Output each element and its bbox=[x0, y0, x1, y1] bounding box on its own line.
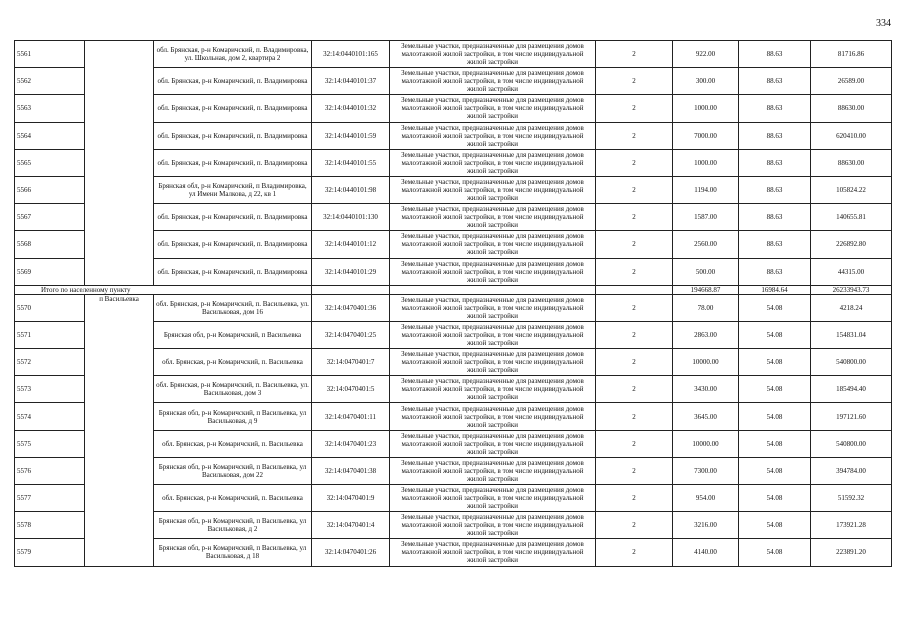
row-cadastral-number: 32:14:0440101:37 bbox=[312, 68, 390, 95]
row-number: 5570 bbox=[15, 294, 85, 321]
row-rate: 88.63 bbox=[739, 68, 811, 95]
row-number: 5574 bbox=[15, 403, 85, 430]
row-category: 2 bbox=[596, 349, 673, 376]
row-area: 500.00 bbox=[673, 258, 739, 285]
row-address: обл. Брянская, р-н Комаричский, п. Владимировка bbox=[154, 149, 312, 176]
row-land-use: Земельные участки, предназначенные для размещения домов малоэтажной жилой застройки, в том числе индивидуальной жилой застройки bbox=[390, 321, 596, 348]
row-cadastral-number: 32:14:0470401:38 bbox=[312, 457, 390, 484]
row-land-use: Земельные участки, предназначенные для размещения домов малоэтажной жилой застройки, в том числе индивидуальной жилой застройки bbox=[390, 95, 596, 122]
row-area: 1587.00 bbox=[673, 204, 739, 231]
row-cadastral-value: 44315.00 bbox=[811, 258, 892, 285]
row-address: Брянская обл, р-н Комаричский, п Васильевка bbox=[154, 321, 312, 348]
row-land-use: Земельные участки, предназначенные для размещения домов малоэтажной жилой застройки, в том числе индивидуальной жилой застройки bbox=[390, 294, 596, 321]
row-address: Брянская обл, р-н Комаричский, п Васильевка, ул Васильковая, дом 22 bbox=[154, 457, 312, 484]
row-land-use: Земельные участки, предназначенные для размещения домов малоэтажной жилой застройки, в том числе индивидуальной жилой застройки bbox=[390, 41, 596, 68]
row-cadastral-value: 154831.04 bbox=[811, 321, 892, 348]
total-empty-cell bbox=[312, 285, 390, 294]
row-cadastral-number: 32:14:0470401:26 bbox=[312, 539, 390, 566]
row-area: 3645.00 bbox=[673, 403, 739, 430]
row-area: 1000.00 bbox=[673, 149, 739, 176]
row-area: 4140.00 bbox=[673, 539, 739, 566]
row-category: 2 bbox=[596, 149, 673, 176]
row-number: 5577 bbox=[15, 485, 85, 512]
row-rate: 54.08 bbox=[739, 539, 811, 566]
row-land-use: Земельные участки, предназначенные для размещения домов малоэтажной жилой застройки, в том числе индивидуальной жилой застройки bbox=[390, 149, 596, 176]
row-rate: 54.08 bbox=[739, 403, 811, 430]
total-label: Итого по населенному пункту bbox=[15, 285, 312, 294]
row-area: 2560.00 bbox=[673, 231, 739, 258]
row-cadastral-value: 173921.28 bbox=[811, 512, 892, 539]
row-cadastral-number: 32:14:0470401:9 bbox=[312, 485, 390, 512]
row-cadastral-number: 32:14:0440101:55 bbox=[312, 149, 390, 176]
row-category: 2 bbox=[596, 512, 673, 539]
row-address: Брянская обл, р-н Комаричский, п Васильевка, ул Васильковая, д 9 bbox=[154, 403, 312, 430]
row-number: 5567 bbox=[15, 204, 85, 231]
row-address: Брянская обл, р-н Комаричский, п Васильевка, ул Васильковая, д 18 bbox=[154, 539, 312, 566]
settlement-vasilevka-rows bbox=[15, 294, 892, 566]
row-rate: 54.08 bbox=[739, 457, 811, 484]
row-number: 5562 bbox=[15, 68, 85, 95]
settlement-total-block bbox=[15, 285, 892, 294]
row-rate: 54.08 bbox=[739, 376, 811, 403]
row-cadastral-value: 140655.81 bbox=[811, 204, 892, 231]
row-number: 5578 bbox=[15, 512, 85, 539]
row-rate: 88.63 bbox=[739, 258, 811, 285]
row-address: обл. Брянская, р-н Комаричский, п. Васильевка, ул. Васильковая, дом 16 bbox=[154, 294, 312, 321]
row-cadastral-number: 32:14:0470401:7 bbox=[312, 349, 390, 376]
row-number: 5571 bbox=[15, 321, 85, 348]
row-address: обл. Брянская, р-н Комаричский, п. Васильевка, ул. Васильковая, дом 3 bbox=[154, 376, 312, 403]
row-cadastral-number: 32:14:0470401:25 bbox=[312, 321, 390, 348]
row-land-use: Земельные участки, предназначенные для размещения домов малоэтажной жилой застройки, в том числе индивидуальной жилой застройки bbox=[390, 204, 596, 231]
row-address: обл. Брянская, р-н Комаричский, п. Владимировка bbox=[154, 231, 312, 258]
row-category: 2 bbox=[596, 258, 673, 285]
row-category: 2 bbox=[596, 68, 673, 95]
row-category: 2 bbox=[596, 457, 673, 484]
row-category: 2 bbox=[596, 204, 673, 231]
row-category: 2 bbox=[596, 485, 673, 512]
total-empty-cell bbox=[390, 285, 596, 294]
table-row bbox=[15, 41, 892, 68]
row-number: 5579 bbox=[15, 539, 85, 566]
row-category: 2 bbox=[596, 376, 673, 403]
row-cadastral-value: 4218.24 bbox=[811, 294, 892, 321]
row-area: 922.00 bbox=[673, 41, 739, 68]
row-cadastral-value: 26589.00 bbox=[811, 68, 892, 95]
row-area: 954.00 bbox=[673, 485, 739, 512]
row-address: обл. Брянская, р-н Комаричский, п. Васильевка bbox=[154, 430, 312, 457]
row-rate: 88.63 bbox=[739, 231, 811, 258]
row-cadastral-value: 540800.00 bbox=[811, 430, 892, 457]
row-cadastral-number: 32:14:0440101:165 bbox=[312, 41, 390, 68]
row-cadastral-number: 32:14:0470401:5 bbox=[312, 376, 390, 403]
row-cadastral-value: 394784.00 bbox=[811, 457, 892, 484]
row-address: обл. Брянская, р-н Комаричский, п. Владимировка bbox=[154, 122, 312, 149]
row-category: 2 bbox=[596, 430, 673, 457]
row-area: 300.00 bbox=[673, 68, 739, 95]
row-cadastral-value: 105824.22 bbox=[811, 176, 892, 203]
row-address: обл. Брянская, р-н Комаричский, п. Владимировка bbox=[154, 68, 312, 95]
row-land-use: Земельные участки, предназначенные для размещения домов малоэтажной жилой застройки, в том числе индивидуальной жилой застройки bbox=[390, 376, 596, 403]
row-cadastral-number: 32:14:0470401:4 bbox=[312, 512, 390, 539]
row-cadastral-value: 81716.86 bbox=[811, 41, 892, 68]
row-address: обл. Брянская, р-н Комаричский, п. Васильевка bbox=[154, 485, 312, 512]
row-number: 5573 bbox=[15, 376, 85, 403]
row-area: 2863.00 bbox=[673, 321, 739, 348]
row-cadastral-number: 32:14:0440101:98 bbox=[312, 176, 390, 203]
row-cadastral-number: 32:14:0470401:11 bbox=[312, 403, 390, 430]
row-number: 5561 bbox=[15, 41, 85, 68]
row-area: 1194.00 bbox=[673, 176, 739, 203]
row-cadastral-value: 223891.20 bbox=[811, 539, 892, 566]
row-address: обл. Брянская, р-н Комаричский, п. Владимировка bbox=[154, 258, 312, 285]
land-register-table bbox=[14, 40, 892, 567]
row-category: 2 bbox=[596, 294, 673, 321]
row-cadastral-number: 32:14:0440101:29 bbox=[312, 258, 390, 285]
row-address: обл. Брянская, р-н Комаричский, п. Владимировка bbox=[154, 204, 312, 231]
row-land-use: Земельные участки, предназначенные для размещения домов малоэтажной жилой застройки, в том числе индивидуальной жилой застройки bbox=[390, 512, 596, 539]
row-address: обл. Брянская, р-н Комаричский, п. Владимировка bbox=[154, 95, 312, 122]
row-rate: 88.63 bbox=[739, 176, 811, 203]
row-cadastral-number: 32:14:0440101:130 bbox=[312, 204, 390, 231]
row-area: 1000.00 bbox=[673, 95, 739, 122]
row-cadastral-value: 51592.32 bbox=[811, 485, 892, 512]
row-number: 5564 bbox=[15, 122, 85, 149]
settlement-name: п Васильевка bbox=[85, 294, 154, 566]
row-rate: 88.63 bbox=[739, 41, 811, 68]
row-number: 5568 bbox=[15, 231, 85, 258]
total-rate: 16984.64 bbox=[739, 285, 811, 294]
row-cadastral-number: 32:14:0470401:36 bbox=[312, 294, 390, 321]
row-category: 2 bbox=[596, 231, 673, 258]
row-land-use: Земельные участки, предназначенные для размещения домов малоэтажной жилой застройки, в том числе индивидуальной жилой застройки bbox=[390, 68, 596, 95]
row-cadastral-value: 88630.00 bbox=[811, 95, 892, 122]
row-area: 3430.00 bbox=[673, 376, 739, 403]
row-cadastral-number: 32:14:0440101:32 bbox=[312, 95, 390, 122]
row-cadastral-value: 226892.80 bbox=[811, 231, 892, 258]
row-rate: 88.63 bbox=[739, 122, 811, 149]
row-cadastral-value: 88630.00 bbox=[811, 149, 892, 176]
row-land-use: Земельные участки, предназначенные для размещения домов малоэтажной жилой застройки, в том числе индивидуальной жилой застройки bbox=[390, 539, 596, 566]
row-land-use: Земельные участки, предназначенные для размещения домов малоэтажной жилой застройки, в том числе индивидуальной жилой застройки bbox=[390, 485, 596, 512]
row-number: 5572 bbox=[15, 349, 85, 376]
row-area: 78.00 bbox=[673, 294, 739, 321]
row-land-use: Земельные участки, предназначенные для размещения домов малоэтажной жилой застройки, в том числе индивидуальной жилой застройки bbox=[390, 430, 596, 457]
row-land-use: Земельные участки, предназначенные для размещения домов малоэтажной жилой застройки, в том числе индивидуальной жилой застройки bbox=[390, 457, 596, 484]
total-value: 26233943.73 bbox=[811, 285, 892, 294]
row-rate: 54.08 bbox=[739, 294, 811, 321]
row-category: 2 bbox=[596, 403, 673, 430]
total-empty-cell bbox=[596, 285, 673, 294]
row-category: 2 bbox=[596, 321, 673, 348]
row-land-use: Земельные участки, предназначенные для размещения домов малоэтажной жилой застройки, в том числе индивидуальной жилой застройки bbox=[390, 258, 596, 285]
row-land-use: Земельные участки, предназначенные для размещения домов малоэтажной жилой застройки, в том числе индивидуальной жилой застройки bbox=[390, 231, 596, 258]
row-number: 5569 bbox=[15, 258, 85, 285]
row-rate: 54.08 bbox=[739, 321, 811, 348]
row-area: 10000.00 bbox=[673, 349, 739, 376]
row-address: Брянская обл, р-н Комаричский, п Васильевка, ул Васильковая, д 2 bbox=[154, 512, 312, 539]
total-row bbox=[15, 285, 892, 294]
row-category: 2 bbox=[596, 122, 673, 149]
row-area: 10000.00 bbox=[673, 430, 739, 457]
table-row bbox=[15, 294, 892, 321]
row-address: Брянская обл, р-н Комаричский, п Владимировка, ул Имени Малкова, д 22, кв 1 bbox=[154, 176, 312, 203]
row-land-use: Земельные участки, предназначенные для размещения домов малоэтажной жилой застройки, в том числе индивидуальной жилой застройки bbox=[390, 122, 596, 149]
row-area: 7300.00 bbox=[673, 457, 739, 484]
row-rate: 54.08 bbox=[739, 430, 811, 457]
page-number: 334 bbox=[876, 18, 891, 29]
row-number: 5576 bbox=[15, 457, 85, 484]
row-rate: 54.08 bbox=[739, 349, 811, 376]
row-land-use: Земельные участки, предназначенные для размещения домов малоэтажной жилой застройки, в том числе индивидуальной жилой застройки bbox=[390, 403, 596, 430]
row-rate: 54.08 bbox=[739, 512, 811, 539]
row-category: 2 bbox=[596, 539, 673, 566]
row-land-use: Земельные участки, предназначенные для размещения домов малоэтажной жилой застройки, в том числе индивидуальной жилой застройки bbox=[390, 349, 596, 376]
row-number: 5566 bbox=[15, 176, 85, 203]
row-area: 7000.00 bbox=[673, 122, 739, 149]
row-address: обл. Брянская, р-н Комаричский, п. Владимировка, ул. Школьная, дом 2, квартира 2 bbox=[154, 41, 312, 68]
row-cadastral-value: 620410.00 bbox=[811, 122, 892, 149]
settlement-empty-cell bbox=[85, 41, 154, 286]
row-land-use: Земельные участки, предназначенные для размещения домов малоэтажной жилой застройки, в том числе индивидуальной жилой застройки bbox=[390, 176, 596, 203]
row-cadastral-value: 185494.40 bbox=[811, 376, 892, 403]
row-rate: 88.63 bbox=[739, 95, 811, 122]
total-area: 194668.87 bbox=[673, 285, 739, 294]
row-cadastral-value: 540800.00 bbox=[811, 349, 892, 376]
row-category: 2 bbox=[596, 176, 673, 203]
row-cadastral-value: 197121.60 bbox=[811, 403, 892, 430]
row-number: 5575 bbox=[15, 430, 85, 457]
row-rate: 88.63 bbox=[739, 149, 811, 176]
row-category: 2 bbox=[596, 95, 673, 122]
row-rate: 54.08 bbox=[739, 485, 811, 512]
row-cadastral-number: 32:14:0440101:12 bbox=[312, 231, 390, 258]
row-number: 5563 bbox=[15, 95, 85, 122]
row-category: 2 bbox=[596, 41, 673, 68]
row-number: 5565 bbox=[15, 149, 85, 176]
row-cadastral-number: 32:14:0440101:59 bbox=[312, 122, 390, 149]
row-rate: 88.63 bbox=[739, 204, 811, 231]
row-address: обл. Брянская, р-н Комаричский, п. Васильевка bbox=[154, 349, 312, 376]
row-area: 3216.00 bbox=[673, 512, 739, 539]
row-cadastral-number: 32:14:0470401:23 bbox=[312, 430, 390, 457]
settlement-vladimirovka-rows bbox=[15, 41, 892, 286]
